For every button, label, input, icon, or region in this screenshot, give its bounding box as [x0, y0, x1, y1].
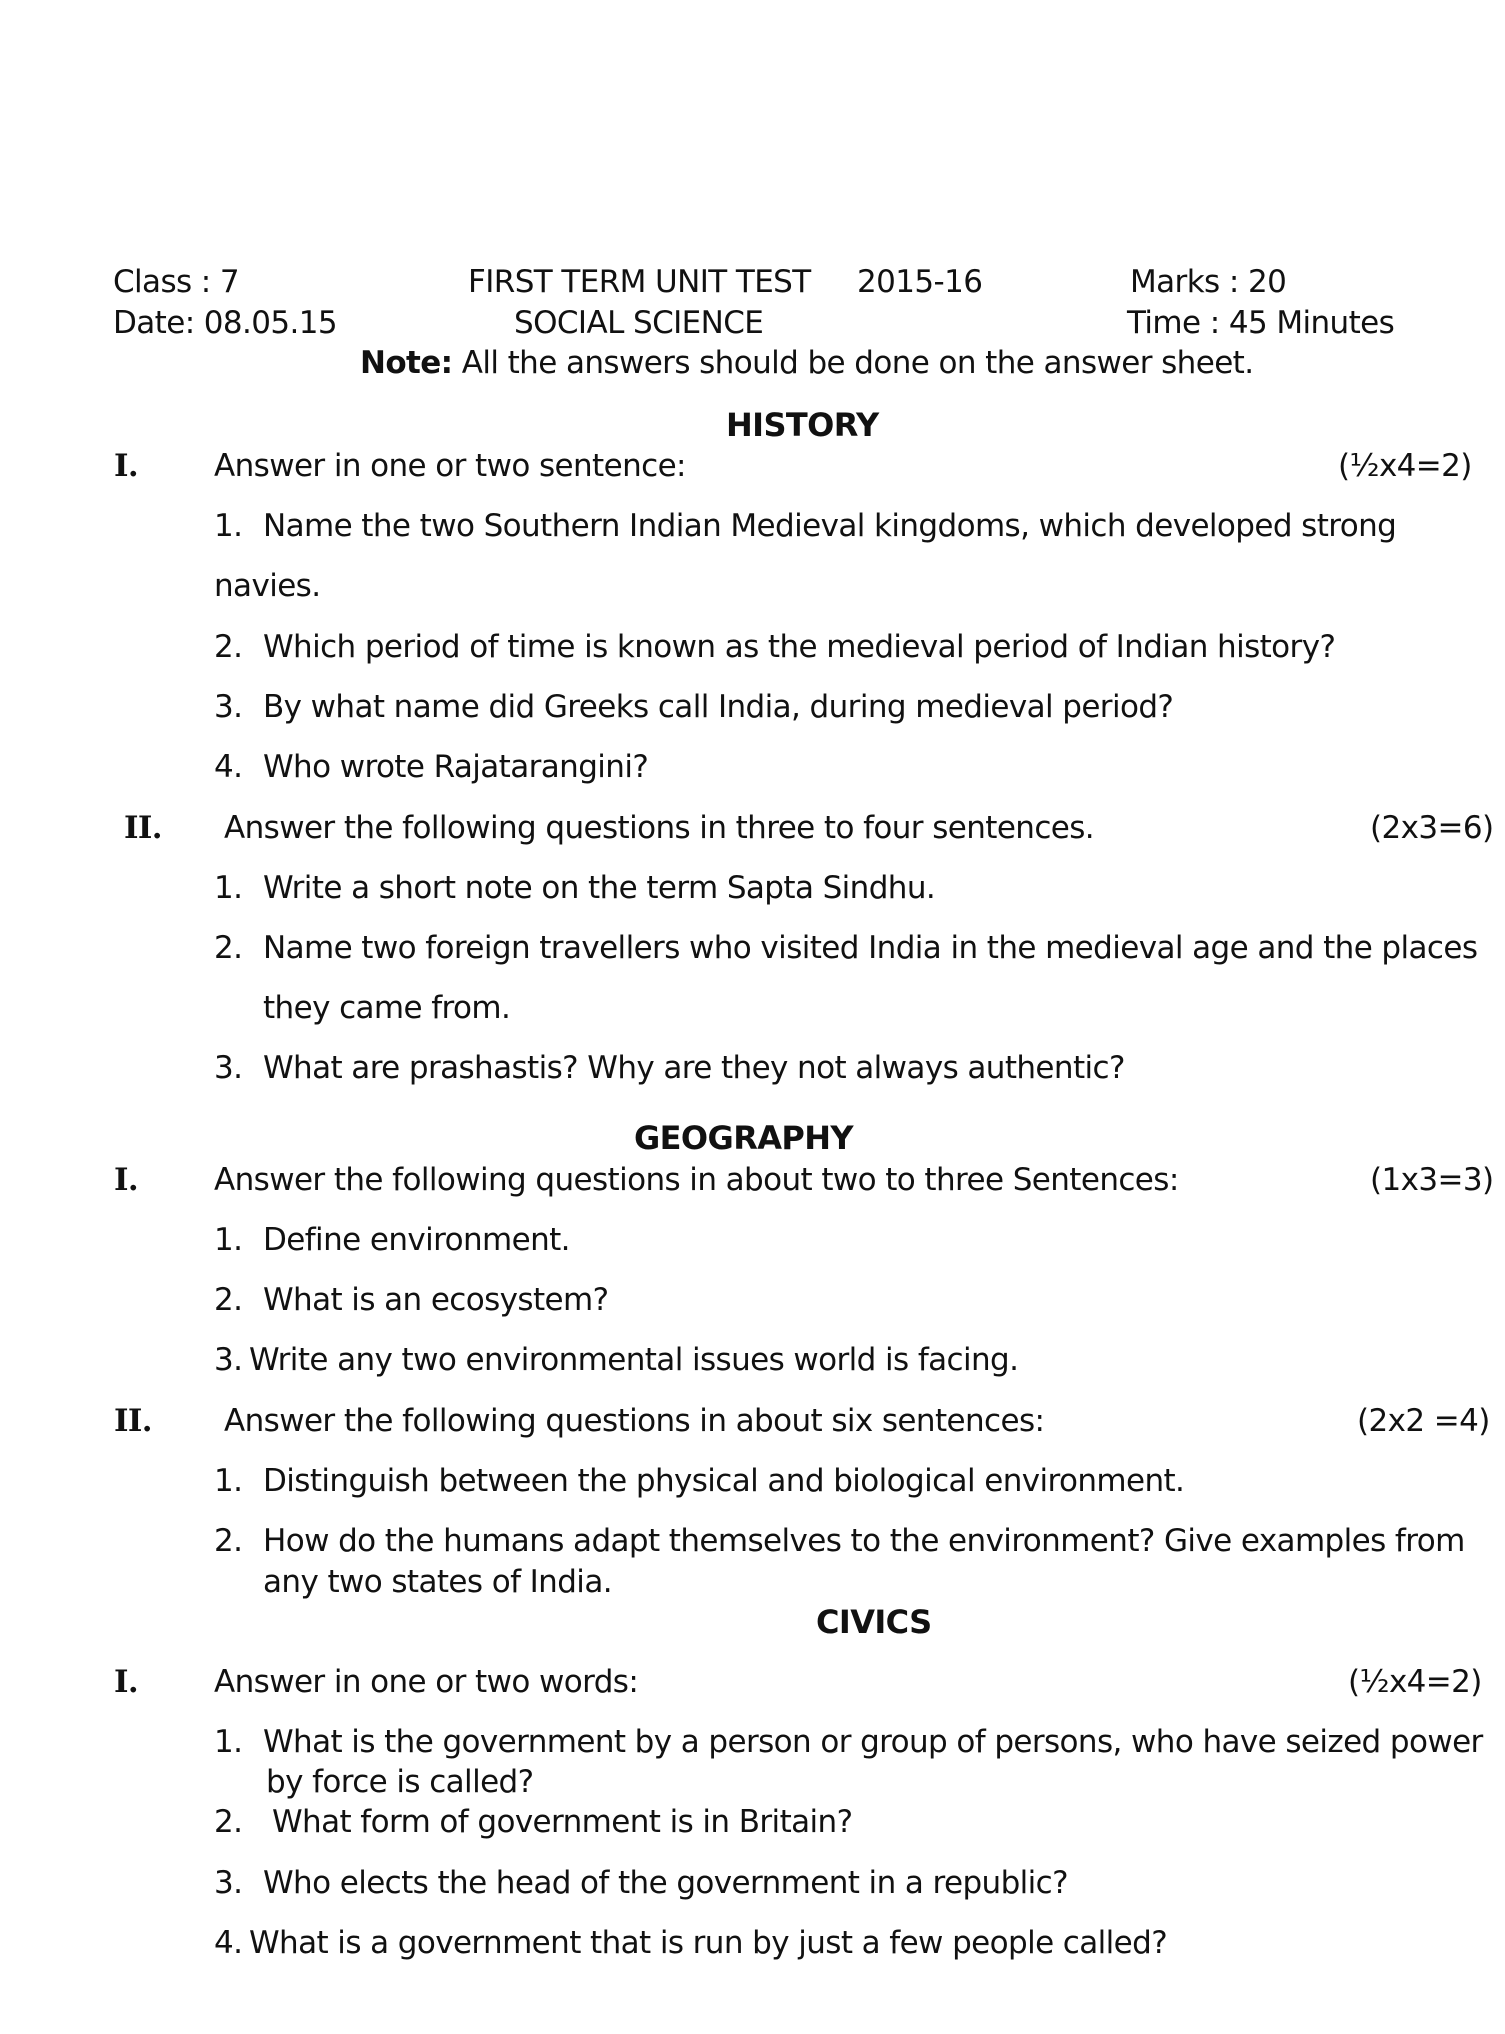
- test-year: 2015-16: [857, 264, 983, 300]
- question-text-cont: by force is called?: [266, 1764, 534, 1800]
- question-text: What is the government by a person or group of persons, who have seized power: [263, 1724, 1483, 1760]
- time-label: Time : 45 Minutes: [1127, 305, 1395, 341]
- class-label: Class : 7: [113, 264, 240, 300]
- part-numeral: II.: [124, 810, 162, 846]
- question-text-cont: navies.: [214, 568, 321, 604]
- section-title-geography: GEOGRAPHY: [634, 1119, 854, 1157]
- part-marks: (½x4=2): [1348, 1664, 1482, 1700]
- question-text-cont: they came from.: [263, 990, 511, 1026]
- question-number: 4.: [214, 1925, 243, 1961]
- part-instruction: Answer the following questions in about two to three Sentences:: [214, 1162, 1179, 1198]
- test-title: FIRST TERM UNIT TEST: [468, 264, 811, 300]
- section-title-civics: CIVICS: [816, 1603, 932, 1641]
- question-text-cont: any two states of India.: [263, 1564, 612, 1600]
- note-text: All the answers should be done on the answer sheet.: [452, 345, 1254, 381]
- question-text: What form of government is in Britain?: [272, 1804, 853, 1840]
- question-number: 2.: [214, 1804, 243, 1840]
- question-number: 1.: [214, 1463, 243, 1499]
- question-text: What is a government that is run by just a few people called?: [249, 1925, 1168, 1961]
- part-numeral: I.: [114, 1162, 139, 1198]
- question-number: 3.: [214, 1342, 243, 1378]
- question-number: 1.: [214, 508, 243, 544]
- question-text: What is an ecosystem?: [263, 1282, 609, 1318]
- question-text: Write any two environmental issues world is facing.: [249, 1342, 1019, 1378]
- question-number: 2.: [214, 1282, 243, 1318]
- question-text: By what name did Greeks call India, during medieval period?: [263, 689, 1174, 725]
- question-number: 3.: [214, 1050, 243, 1086]
- part-instruction: Answer the following questions in three to four sentences.: [224, 810, 1095, 846]
- date-label: Date: 08.05.15: [113, 305, 338, 341]
- part-numeral: I.: [114, 1664, 139, 1700]
- note-label: Note:: [360, 345, 453, 381]
- question-number: 2.: [214, 629, 243, 665]
- part-marks: (1x3=3): [1370, 1162, 1494, 1198]
- part-marks: (½x4=2): [1338, 448, 1472, 484]
- question-number: 4.: [214, 749, 243, 785]
- question-number: 3.: [214, 1865, 243, 1901]
- question-number: 1.: [214, 1222, 243, 1258]
- part-instruction: Answer the following questions in about six sentences:: [224, 1403, 1045, 1439]
- question-text: Distinguish between the physical and biological environment.: [263, 1463, 1185, 1499]
- subject-label: SOCIAL SCIENCE: [514, 305, 764, 341]
- question-text: Which period of time is known as the medieval period of Indian history?: [263, 629, 1336, 665]
- note-line: [360, 345, 1254, 381]
- question-text: Name the two Southern Indian Medieval kingdoms, which developed strong: [263, 508, 1397, 544]
- question-text: How do the humans adapt themselves to the environment? Give examples from: [263, 1523, 1465, 1559]
- question-number: 3.: [214, 689, 243, 725]
- question-text: Write a short note on the term Sapta Sindhu.: [263, 870, 936, 906]
- question-text: What are prashastis? Why are they not always authentic?: [263, 1050, 1125, 1086]
- question-number: 1.: [214, 870, 243, 906]
- part-numeral: II.: [114, 1403, 152, 1439]
- part-marks: (2x3=6): [1370, 810, 1494, 846]
- question-number: 2.: [214, 930, 243, 966]
- question-number: 2.: [214, 1523, 243, 1559]
- question-text: Name two foreign travellers who visited India in the medieval age and the places: [263, 930, 1478, 966]
- section-title-history: HISTORY: [726, 406, 879, 444]
- part-numeral: I.: [114, 448, 139, 484]
- question-text: Define environment.: [263, 1222, 570, 1258]
- part-marks: (2x2 =4): [1357, 1403, 1490, 1439]
- question-text: Who elects the head of the government in a republic?: [263, 1865, 1068, 1901]
- question-number: 1.: [214, 1724, 243, 1760]
- part-instruction: Answer in one or two sentence:: [214, 448, 686, 484]
- question-text: Who wrote Rajatarangini?: [263, 749, 649, 785]
- marks-label: Marks : 20: [1130, 264, 1287, 300]
- part-instruction: Answer in one or two words:: [214, 1664, 639, 1700]
